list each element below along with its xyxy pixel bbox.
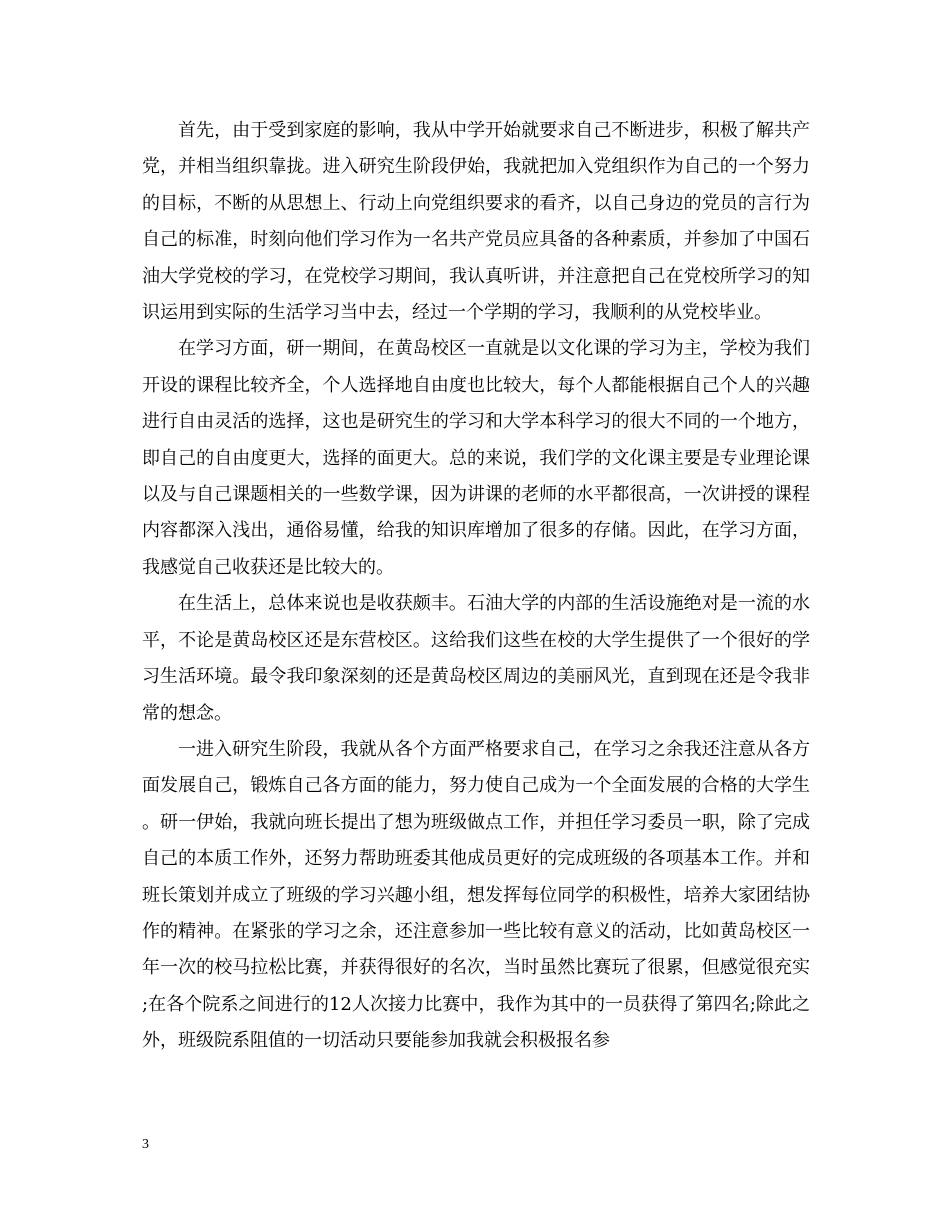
- paragraph-study: 在学习方面，研一期间，在黄岛校区一直就是以文化课的学习为主，学校为我们开设的课程比较齐全，个人选择地自由度也比较大，每个人都能根据自己个人的兴趣进行自由灵活的选择，这也是研究生的学习和大学本科学习的很大不同的一个地方，即自己的自由度更大，选择的面更大。总的来说，我们学的文化课主要是专业理论课以及与自己课题相关的一些数学课，因为讲课的老师的水平都很高，一次讲授的课程内容都深入浅出，通俗易懂，给我的知识库增加了很多的存储。因此，在学习方面，我感觉自己收获还是比较大的。: [142, 338, 810, 578]
- document-body: [142, 113, 810, 1060]
- page-number: 3: [142, 1137, 149, 1152]
- paragraph-party-membership: 首先，由于受到家庭的影响，我从中学开始就要求自己不断进步，积极了解共产党，并相当组织靠拢。进入研究生阶段伊始，我就把加入党组织作为自己的一个努力的目标，不断的从思想上、行动上向党组织要求的看齐，以自己身边的党员的言行为自己的标准，时刻向他们学习作为一名共产党员应具备的各种素质，并参加了中国石油大学党校的学习，在党校学习期间，我认真听讲，并注意把自己在党校所学习的知识运用到实际的生活学习当中去，经过一个学期的学习，我顺利的从党校毕业。: [142, 120, 810, 324]
- paragraph-activities: 一进入研究生阶段，我就从各个方面严格要求自己，在学习之余我还注意从各方面发展自己，锻炼自己各方面的能力，努力使自己成为一个全面发展的合格的大学生。研一伊始，我就向班长提出了想为班级做点工作，并担任学习委员一职，除了完成自己的本质工作外，还努力帮助班委其他成员更好的完成班级的各项基本工作。并和班长策划并成立了班级的学习兴趣小组，想发挥每位同学的积极性，培养大家团结协作的精神。在紧张的学习之余，还注意参加一些比较有意义的活动，比如黄岛校区一年一次的校马拉松比赛，并获得很好的名次，当时虽然比赛玩了很累，但感觉很充实;在各个院系之间进行的12人次接力比赛中，我作为其中的一员获得了第四名;除此之外，班级院系阻值的一切活动只要能参加我就会积极报名参: [142, 738, 810, 1052]
- paragraph-life: 在生活上，总体来说也是收获颇丰。石油大学的内部的生活设施绝对是一流的水平，不论是黄岛校区还是东营校区。这给我们这些在校的大学生提供了一个很好的学习生活环境。最令我印象深刻的还是黄岛校区周边的美丽风光，直到现在还是令我非常的想念。: [142, 593, 810, 724]
